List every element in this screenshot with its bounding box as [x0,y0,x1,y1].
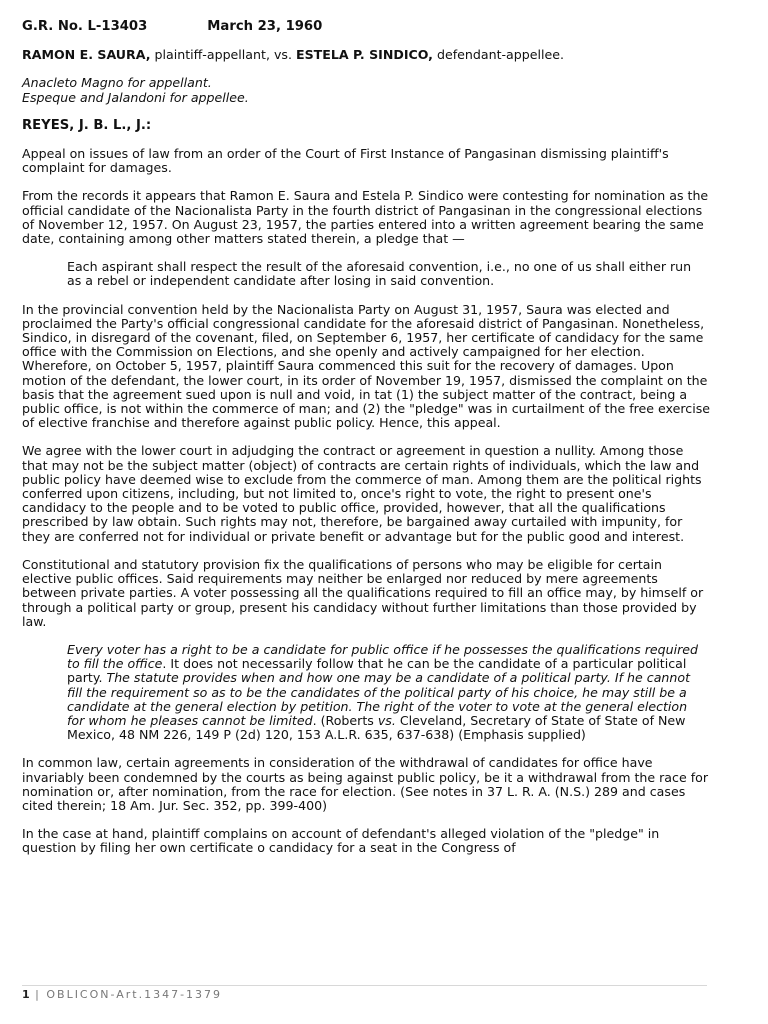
footer-label: OBLICON-Art.1347-1379 [46,988,223,1001]
case-parties [22,48,712,62]
page-number: 1 [22,988,30,1001]
case-number: G.R. No. L-13403 [22,19,148,34]
paragraph-1: Appeal on issues of law from an order of the Court of First Instance of Pangasinan dismissing plaintiff's complaint for damages. [22,146,669,176]
page-footer [22,985,707,1001]
counsel-block [22,76,712,104]
document-page [22,20,712,870]
paragraph-7: In the case at hand, plaintiff complains on account of defendant's alleged violation of the "pledge" in question by filing her own certificate o candidacy for a seat in the Congress of [22,826,660,856]
footer-separator: | [29,988,47,1001]
quote-normal-1: . It does not necessarily follow that he can be the candidate of a particular political party. [67,656,687,686]
counsel-appellant: Anacleto Magno for appellant. [22,75,212,91]
block-quote-roberts [67,643,704,742]
appellee-role: defendant-appellee. [432,47,565,63]
block-quote-pledge: Each aspirant shall respect the result of the aforesaid convention, i.e., no one of us shall either run as a rebel or independent candidate after losing in said convention. [67,259,692,289]
appellant-name: RAMON E. SAURA, [22,47,151,63]
appellant-role: plaintiff-appellant, vs. [150,47,296,63]
ponente: REYES, J. B. L., J.: [22,117,152,133]
counsel-appellee: Espeque and Jalandoni for appellee. [22,89,249,105]
paragraph-6: In common law, certain agreements in consideration of the withdrawal of candidates for office have invariably been condemned by the courts as being against public policy, be it a withdrawal from the race for nomination or, after nomination, from the race for election. (See notes in 37 L. R. A. (N.S.) 289 and cases cited therein; 18 Am. Jur. Sec. 352, pp. 399-400) [22,755,709,813]
quote-italic-vs: vs. [377,712,396,728]
paragraph-3: In the provincial convention held by the Nacionalista Party on August 31, 1957, Saura was elected and proclaimed the Party's official congressional candidate for the aforesaid district of Pangasinan. Nonetheless, Sindico, in disregard of the covenant, filed, on September 6, 1957, her certificate of candidacy for the same office with the Commission on Elections, and she openly and actively campaigned for her election. Wherefore, on October 5, 1957, plaintiff Saura commenced this suit for the recovery of damages. Upon motion of the defendant, the lower court, in its order of November 19, 1957, dismissed the complaint on the basis that the agreement sued upon is null and void, in tat (1) the subject matter of the contract, being a public office, is not within the commerce of man; and (2) the "pledge" was in curtailment of the free exercise of elective franchise and therefore against public policy. Hence, this appeal. [22,301,711,431]
paragraph-4: We agree with the lower court in adjudging the contract or agreement in question a nullity. Among those that may not be the subject matter (object) of contracts are certain rights of individuals, which the law and public policy have deemed wise to exclude from the commerce of man. Among them are the political rights conferred upon citizens, including, but not limited to, once's right to vote, the right to present one's candidacy to the people and to be voted to public office, provided, however, that all the qualifications prescribed by law obtain. Such rights may not, therefore, be bargained away curtailed with impunity, for they are conferred not for individual or private benefit or advantage but for the public good and interest. [22,443,702,544]
quote-italic-1: Every voter has a right to be a candidate for public office if he possesses the qualifications required to fill the office [67,641,699,672]
appellee-name: ESTELA P. SINDICO, [295,47,433,63]
quote-citation: Cleveland, Secretary of State of State of New Mexico, 48 NM 226, 149 P (2d) 120, 153 A.L.R. 635, 637-638) (Emphasis supplied) [67,712,686,743]
decision-date: March 23, 1960 [207,19,323,34]
quote-normal-2: . (Roberts [312,712,378,728]
paragraph-5: Constitutional and statutory provision fix the qualifications of persons who may be eligible for certain elective public offices. Said requirements may neither be enlarged nor reduced by mere agreements between private parties. A voter possessing all the qualifications required to fill an office may, by himself or through a political party or group, present his candidacy without further limitations than those provided by law. [22,556,704,629]
quote-italic-2: The statute provides when and how one may be a candidate of a political party. If he cannot fill the requirement so as to be the candidates of the political party of his choice, he may still be a candidate at the general election by petition. The right of the voter to vote at the general election for whom he pleases cannot be limited [67,670,691,728]
paragraph-2: From the records it appears that Ramon E. Saura and Estela P. Sindico were contesting for nomination as the official candidate of the Nacionalista Party in the fourth district of Pangasinan in the congressional elections of November 12, 1957. On August 23, 1957, the parties entered into a written agreement bearing the same date, containing among other matters stated therein, a pledge that — [22,188,709,247]
case-header [22,20,712,34]
